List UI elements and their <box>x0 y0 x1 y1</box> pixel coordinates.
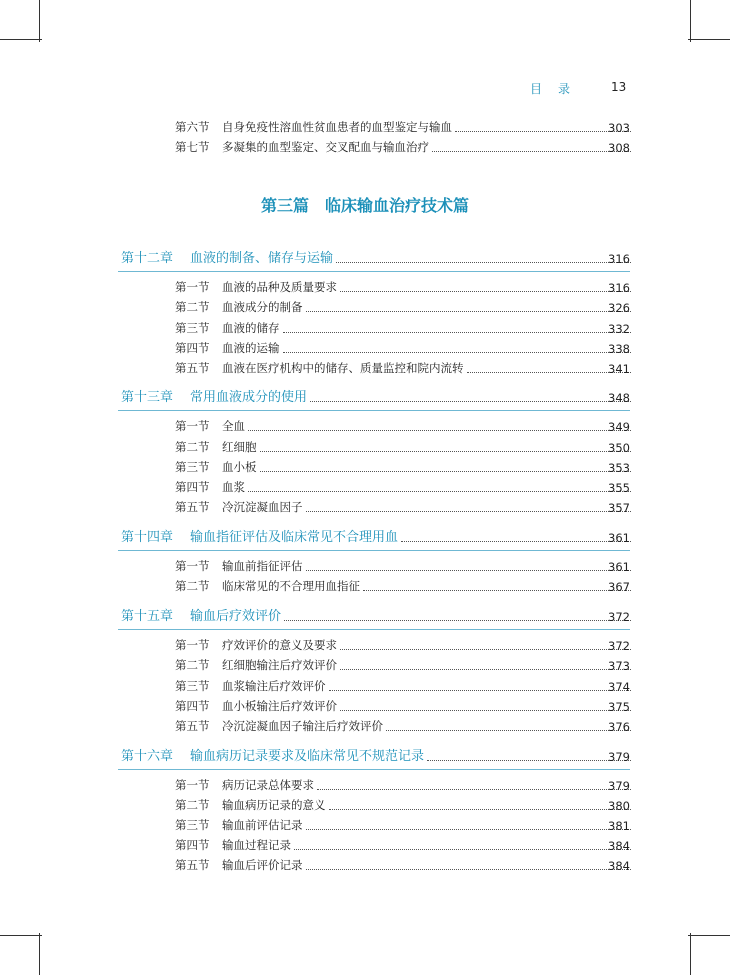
chapter-title: 常用血液成分的使用 <box>190 390 308 405</box>
section-page: 381 <box>608 819 630 833</box>
toc-section-row[interactable] <box>0 416 730 436</box>
section-title-wrap <box>222 139 634 155</box>
toc-section-row[interactable] <box>0 297 730 317</box>
toc-section-row[interactable] <box>0 655 730 675</box>
toc-section-row[interactable] <box>0 318 730 338</box>
toc-chapter-row[interactable] <box>0 248 730 268</box>
leader-dots <box>260 471 632 472</box>
section-page: 379 <box>608 779 630 793</box>
part-number: 第三篇 <box>260 196 309 215</box>
crop-mark-top-left-v <box>39 0 40 42</box>
section-title: 输血病历记录的意义 <box>222 798 326 812</box>
section-title-wrap <box>222 360 634 376</box>
section-number: 第三节 <box>175 679 210 693</box>
section-number: 第二节 <box>175 300 210 314</box>
section-number: 第四节 <box>175 480 210 494</box>
section-title-wrap <box>222 340 634 356</box>
section-title-wrap <box>222 678 634 694</box>
section-title-wrap <box>222 439 634 455</box>
section-title: 临床常见的不合理用血指征 <box>222 579 360 593</box>
chapter-title-wrap <box>190 605 634 624</box>
section-title-wrap <box>222 119 634 135</box>
section-title: 血浆输注后疗效评价 <box>222 679 326 693</box>
chapter-title: 输血后疗效评价 <box>190 609 282 624</box>
leader-dots <box>310 401 631 402</box>
chapter-title-wrap <box>190 526 634 545</box>
section-number: 第五节 <box>175 858 210 872</box>
toc-chapter-row[interactable] <box>0 746 730 766</box>
leader-dots <box>329 690 632 691</box>
section-title-wrap <box>222 418 634 434</box>
toc-section-row[interactable] <box>0 795 730 815</box>
section-number: 第三节 <box>175 818 210 832</box>
section-number: 第二节 <box>175 658 210 672</box>
section-number: 第一节 <box>175 638 210 652</box>
section-page: 384 <box>608 839 630 853</box>
crop-mark-top-left-h <box>0 39 42 40</box>
chapter-page: 361 <box>608 531 630 545</box>
leader-dots <box>336 262 631 263</box>
section-number: 第三节 <box>175 460 210 474</box>
toc-section-row[interactable] <box>0 117 730 137</box>
section-number: 第五节 <box>175 719 210 733</box>
section-page: 341 <box>608 362 630 376</box>
leader-dots <box>427 760 631 761</box>
chapter-title-wrap <box>190 247 634 266</box>
toc-section-row[interactable] <box>0 477 730 497</box>
leader-dots <box>386 730 631 731</box>
section-title-wrap <box>222 698 634 714</box>
toc-section-row[interactable] <box>0 437 730 457</box>
section-page: 308 <box>608 141 630 155</box>
chapter-title-wrap <box>190 386 634 405</box>
section-number: 第二节 <box>175 798 210 812</box>
leader-dots <box>340 669 631 670</box>
leader-dots <box>248 491 631 492</box>
section-title-wrap <box>222 637 634 653</box>
leader-dots <box>363 590 631 591</box>
chapter-title: 输血指征评估及临床常见不合理用血 <box>190 530 399 545</box>
chapter-title: 输血病历记录要求及临床常见不规范记录 <box>190 749 425 764</box>
section-page: 384 <box>608 859 630 873</box>
chapter-number: 第十四章 <box>121 530 174 545</box>
chapter-divider <box>118 271 630 272</box>
section-title: 全血 <box>222 419 245 433</box>
toc-section-row[interactable] <box>0 457 730 477</box>
section-title: 血液在医疗机构中的储存、质量监控和院内流转 <box>222 361 464 375</box>
section-page: 350 <box>608 441 630 455</box>
chapter-divider <box>118 550 630 551</box>
toc-section-row[interactable] <box>0 775 730 795</box>
section-number: 第四节 <box>175 341 210 355</box>
section-number: 第四节 <box>175 699 210 713</box>
section-title-wrap <box>222 459 634 475</box>
section-title: 输血过程记录 <box>222 838 291 852</box>
section-title: 血液的运输 <box>222 341 280 355</box>
chapter-divider <box>118 769 630 770</box>
section-number: 第四节 <box>175 838 210 852</box>
section-title: 血液的品种及质量要求 <box>222 280 337 294</box>
part-heading <box>0 193 730 216</box>
section-number: 第一节 <box>175 559 210 573</box>
chapter-page: 379 <box>608 750 630 764</box>
section-title-wrap <box>222 777 634 793</box>
section-title: 血小板 <box>222 460 257 474</box>
section-title: 多凝集的血型鉴定、交叉配血与输血治疗 <box>222 140 429 154</box>
section-title: 血浆 <box>222 480 245 494</box>
leader-dots <box>340 649 631 650</box>
section-number: 第六节 <box>175 120 210 134</box>
section-page: 357 <box>608 501 630 515</box>
section-title: 输血前评估记录 <box>222 818 303 832</box>
section-title-wrap <box>222 299 634 315</box>
crop-mark-bottom-right-v <box>690 933 691 975</box>
section-title-wrap <box>222 578 634 594</box>
section-number: 第七节 <box>175 140 210 154</box>
chapter-divider <box>118 629 630 630</box>
toc-chapter-row[interactable] <box>0 606 730 626</box>
section-title-wrap <box>222 857 634 873</box>
section-title: 输血前指征评估 <box>222 559 303 573</box>
toc-section-row[interactable] <box>0 716 730 736</box>
section-page: 303 <box>608 121 630 135</box>
section-title-wrap <box>222 320 634 336</box>
leader-dots <box>317 789 631 790</box>
toc-section-row[interactable] <box>0 835 730 855</box>
crop-mark-bottom-left-h <box>0 935 42 936</box>
toc-section-row[interactable] <box>0 676 730 696</box>
section-title: 红细胞 <box>222 440 257 454</box>
chapter-title: 血液的制备、储存与运输 <box>190 251 334 266</box>
section-page: 361 <box>608 560 630 574</box>
chapter-page: 316 <box>608 252 630 266</box>
chapter-title-wrap <box>190 745 634 764</box>
toc-section-row[interactable] <box>0 635 730 655</box>
leader-dots <box>401 541 631 542</box>
leader-dots <box>306 869 632 870</box>
leader-dots <box>283 332 632 333</box>
section-title-wrap <box>222 797 634 813</box>
crop-mark-top-right-v <box>690 0 691 42</box>
leader-dots <box>283 352 632 353</box>
leader-dots <box>294 849 631 850</box>
toc-section-row[interactable] <box>0 815 730 835</box>
running-header-title: 目 录 <box>530 82 573 96</box>
section-page: 374 <box>608 680 630 694</box>
section-page: 355 <box>608 481 630 495</box>
section-number: 第三节 <box>175 321 210 335</box>
chapter-number: 第十二章 <box>121 251 174 266</box>
section-page: 338 <box>608 342 630 356</box>
page-number: 13 <box>611 80 627 94</box>
section-title-wrap <box>222 499 634 515</box>
section-title: 疗效评价的意义及要求 <box>222 638 337 652</box>
section-number: 第五节 <box>175 361 210 375</box>
section-number: 第一节 <box>175 778 210 792</box>
section-title: 冷沉淀凝血因子 <box>222 500 303 514</box>
section-title-wrap <box>222 479 634 495</box>
section-title: 血小板输注后疗效评价 <box>222 699 337 713</box>
section-number: 第五节 <box>175 500 210 514</box>
toc-section-row[interactable] <box>0 576 730 596</box>
toc-section-row[interactable] <box>0 358 730 378</box>
section-number: 第一节 <box>175 280 210 294</box>
section-title-wrap <box>222 837 634 853</box>
crop-mark-top-right-h <box>688 39 730 40</box>
toc-section-row[interactable] <box>0 556 730 576</box>
section-title: 红细胞输注后疗效评价 <box>222 658 337 672</box>
toc-section-row[interactable] <box>0 277 730 297</box>
chapter-page: 348 <box>608 391 630 405</box>
leader-dots <box>260 451 632 452</box>
section-page: 326 <box>608 301 630 315</box>
section-title-wrap <box>222 558 634 574</box>
toc-section-row[interactable] <box>0 497 730 517</box>
part-title: 临床输血治疗技术篇 <box>325 196 470 215</box>
section-number: 第一节 <box>175 419 210 433</box>
toc-chapter-row[interactable] <box>0 387 730 407</box>
section-title-wrap <box>222 817 634 833</box>
toc-section-row[interactable] <box>0 855 730 875</box>
section-page: 372 <box>608 639 630 653</box>
toc-chapter-row[interactable] <box>0 527 730 547</box>
section-title: 病历记录总体要求 <box>222 778 314 792</box>
section-page: 373 <box>608 659 630 673</box>
leader-dots <box>340 291 631 292</box>
crop-mark-bottom-left-v <box>39 933 40 975</box>
toc-section-row[interactable] <box>0 137 730 157</box>
section-title: 血液的储存 <box>222 321 280 335</box>
chapter-number: 第十六章 <box>121 749 174 764</box>
section-page: 367 <box>608 580 630 594</box>
section-page: 316 <box>608 281 630 295</box>
section-title: 血液成分的制备 <box>222 300 303 314</box>
section-title: 自身免疫性溶血性贫血患者的血型鉴定与输血 <box>222 120 452 134</box>
chapter-number: 第十五章 <box>121 609 174 624</box>
section-page: 375 <box>608 700 630 714</box>
section-title-wrap <box>222 657 634 673</box>
leader-dots <box>306 311 632 312</box>
toc-section-row[interactable] <box>0 696 730 716</box>
leader-dots <box>306 570 632 571</box>
leader-dots <box>329 809 632 810</box>
leader-dots <box>306 829 632 830</box>
section-title-wrap <box>222 718 634 734</box>
section-title-wrap <box>222 279 634 295</box>
crop-mark-bottom-right-h <box>688 935 730 936</box>
section-number: 第二节 <box>175 579 210 593</box>
section-page: 376 <box>608 720 630 734</box>
chapter-page: 372 <box>608 610 630 624</box>
section-page: 332 <box>608 322 630 336</box>
section-page: 380 <box>608 799 630 813</box>
leader-dots <box>284 620 631 621</box>
section-page: 353 <box>608 461 630 475</box>
leader-dots <box>248 430 631 431</box>
chapter-divider <box>118 410 630 411</box>
section-page: 349 <box>608 420 630 434</box>
leader-dots <box>306 511 632 512</box>
toc-section-row[interactable] <box>0 338 730 358</box>
chapter-number: 第十三章 <box>121 390 174 405</box>
section-title: 输血后评价记录 <box>222 858 303 872</box>
section-title: 冷沉淀凝血因子输注后疗效评价 <box>222 719 383 733</box>
leader-dots <box>340 710 631 711</box>
section-number: 第二节 <box>175 440 210 454</box>
